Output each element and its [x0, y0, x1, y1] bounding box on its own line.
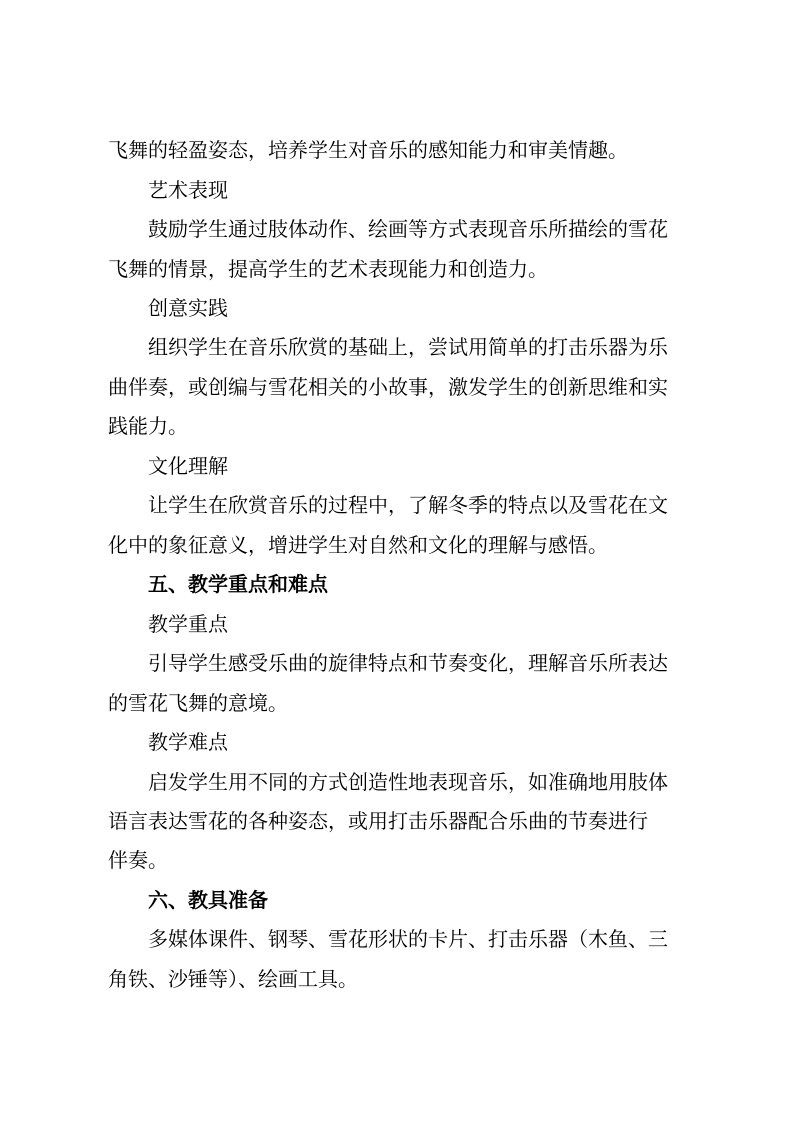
body-line: 曲伴奏，或创编与雪花相关的小故事，激发学生的创新思维和实: [108, 375, 668, 399]
subheading: 文化理解: [148, 454, 228, 478]
section-heading: 五、教学重点和难点: [148, 572, 328, 596]
body-line: 角铁、沙锤等）、绘画工具。: [108, 967, 358, 991]
subheading: 教学重点: [148, 612, 228, 636]
body-line: 启发学生用不同的方式创造性地表现音乐，如准确地用肢体: [148, 770, 668, 794]
section-heading: 六、教具准备: [148, 888, 268, 912]
body-line: 践能力。: [108, 414, 188, 438]
body-line: 飞舞的情景，提高学生的艺术表现能力和创造力。: [108, 257, 548, 281]
subheading: 艺术表现: [148, 178, 228, 202]
body-line: 鼓励学生通过肢体动作、绘画等方式表现音乐所描绘的雪花: [148, 217, 668, 241]
body-line: 的雪花飞舞的意境。: [108, 691, 288, 715]
body-line: 多媒体课件、钢琴、雪花形状的卡片、打击乐器（木鱼、三: [148, 927, 668, 951]
body-line: 引导学生感受乐曲的旋律特点和节奏变化，理解音乐所表达: [148, 651, 668, 675]
subheading: 教学难点: [148, 730, 228, 754]
body-line: 伴奏。: [108, 848, 168, 872]
body-line: 化中的象征意义，增进学生对自然和文化的理解与感悟。: [108, 533, 608, 557]
body-line: 组织学生在音乐欣赏的基础上，尝试用简单的打击乐器为乐: [148, 335, 668, 359]
body-line: 让学生在欣赏音乐的过程中，了解冬季的特点以及雪花在文: [148, 493, 668, 517]
subheading: 创意实践: [148, 296, 228, 320]
body-line: 飞舞的轻盈姿态，培养学生对音乐的感知能力和审美情趣。: [108, 138, 628, 162]
body-line: 语言表达雪花的各种姿态，或用打击乐器配合乐曲的节奏进行: [108, 809, 648, 833]
